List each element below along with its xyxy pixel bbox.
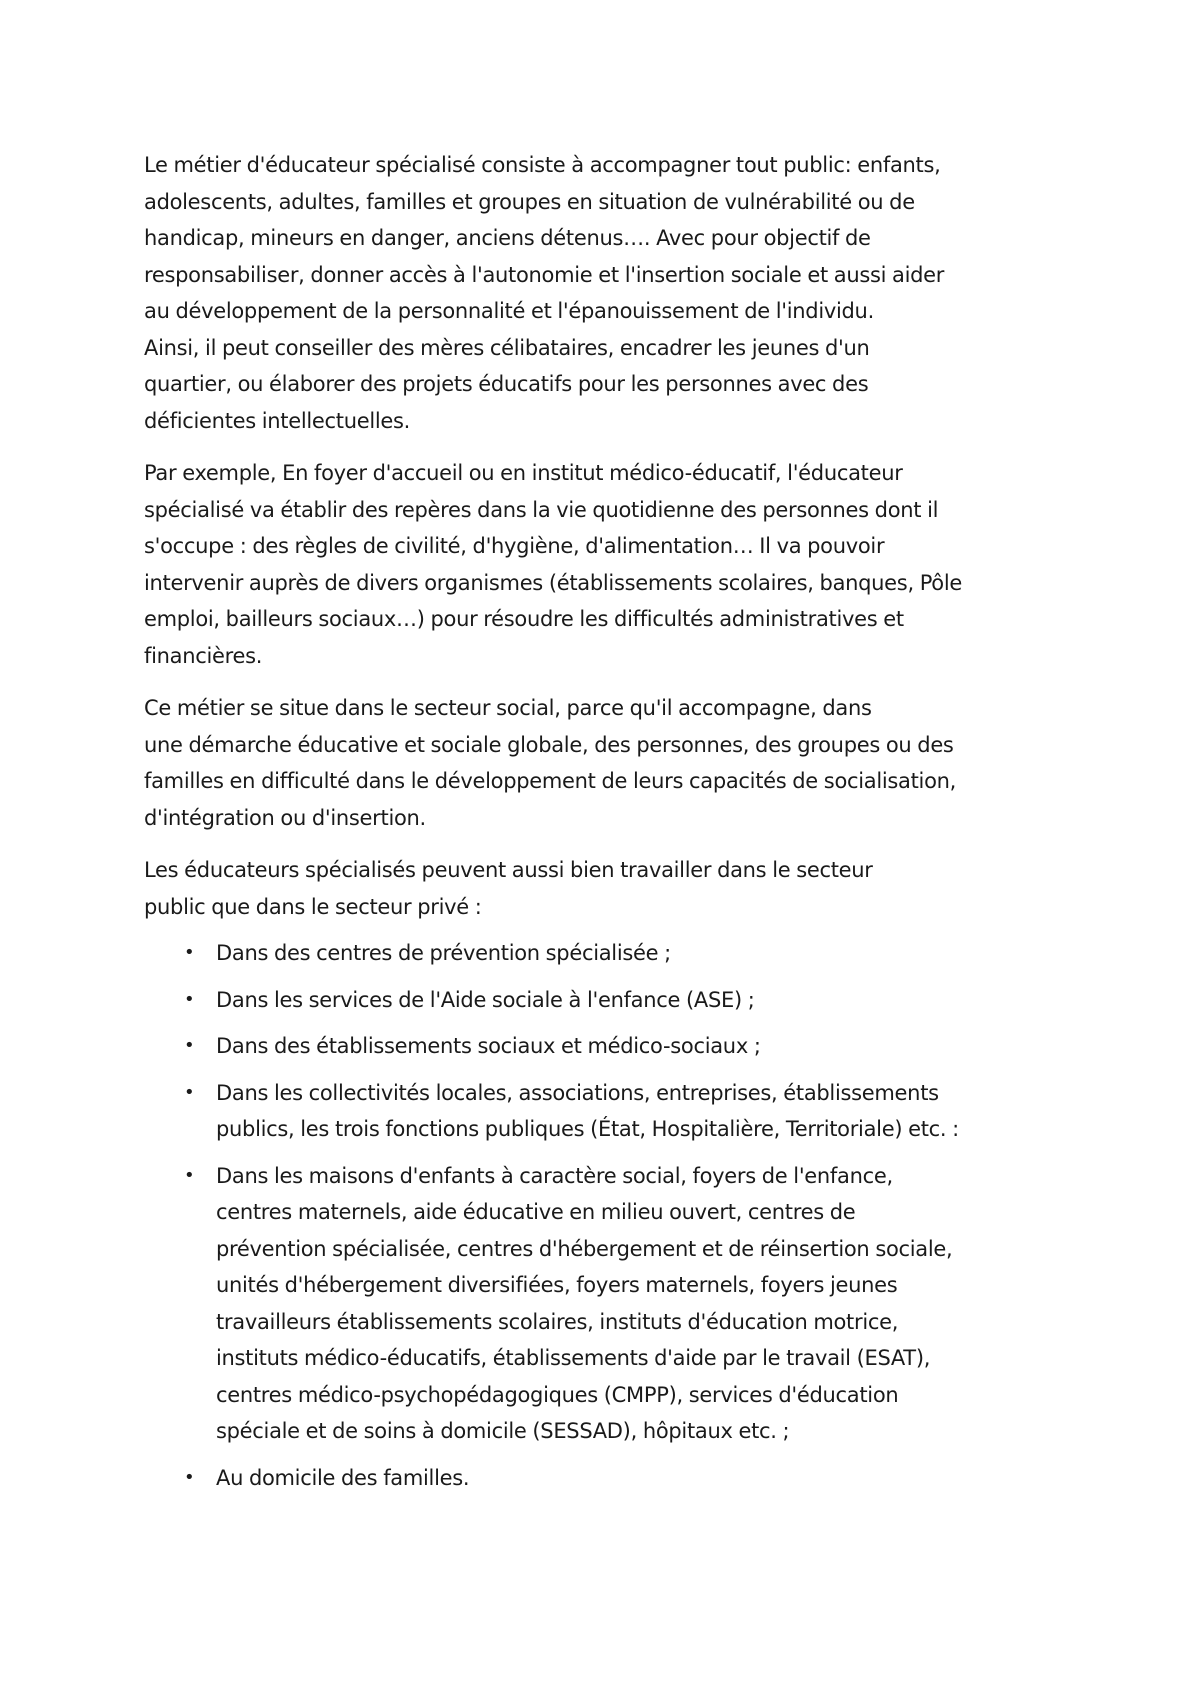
text-line: s'occupe : des règles de civilité, d'hygiène, d'alimentation… Il va pouvoir [144,534,885,558]
text-line: au développement de la personnalité et l'épanouissement de l'individu. [144,299,874,323]
text-line: publics, les trois fonctions publiques (État, Hospitalière, Territoriale) etc. : [216,1117,959,1141]
text-line: emploi, bailleurs sociaux…) pour résoudre les difficultés administratives et [144,607,904,631]
bullet-icon: • [184,1466,195,1488]
text-line: adolescents, adultes, familles et groupes en situation de vulnérabilité ou de [144,189,915,214]
list-item [144,1158,1064,1450]
list-item [144,982,1064,1019]
text-line: centres maternels, aide éducative en milieu ouvert, centres de [216,1200,856,1224]
bullet-icon: • [184,988,195,1010]
text-line: Au domicile des familles. [216,1465,470,1490]
list-item [144,935,1064,972]
bullet-text [216,1028,1064,1065]
text-line: Dans les maisons d'enfants à caractère social, foyers de l'enfance, [216,1163,893,1188]
list-item [144,1075,1064,1148]
text-line: Dans les services de l'Aide sociale à l'enfance (ASE) ; [216,987,755,1012]
bullet-text [216,935,1064,972]
text-line: prévention spécialisée, centres d'hébergement et de réinsertion sociale, [216,1236,953,1261]
text-line: responsabiliser, donner accès à l'autonomie et l'insertion sociale et aussi aider [144,262,945,287]
text-line: instituts médico-éducatifs, établissements d'aide par le travail (ESAT), [216,1346,931,1370]
list-item [144,1028,1064,1065]
bullet-text [216,1460,1064,1497]
text-line: quartier, ou élaborer des projets éducatifs pour les personnes avec des [144,372,869,396]
text-line: Dans des établissements sociaux et médico-sociaux ; [216,1034,761,1058]
text-line: Dans les collectivités locales, associations, entreprises, établissements [216,1080,939,1105]
bullet-text [216,1158,1064,1450]
text-line: travailleurs établissements scolaires, instituts d'éducation motrice, [216,1309,899,1334]
text-line: Ce métier se situe dans le secteur social, parce qu'il accompagne, dans [144,696,872,720]
text-line: centres médico-psychopédagogiques (CMPP), services d'éducation [216,1382,899,1407]
text-line: familles en difficulté dans le développement de leurs capacités de socialisation, [144,769,957,793]
paragraph-intro [144,147,1064,439]
text-line: unités d'hébergement diversifiées, foyers maternels, foyers jeunes [216,1273,898,1297]
text-line: d'intégration ou d'insertion. [144,805,426,830]
list-item [144,1460,1064,1497]
text-line: déficientes intellectuelles. [144,408,411,433]
text-line: Le métier d'éducateur spécialisé consiste à accompagner tout public: enfants, [144,153,941,177]
text-line: spécialisé va établir des repères dans la vie quotidienne des personnes dont il [144,497,939,522]
text-line: intervenir auprès de divers organismes (établissements scolaires, banques, Pôle [144,570,963,595]
text-line: Ainsi, il peut conseiller des mères célibataires, encadrer les jeunes d'un [144,335,870,360]
text-line: spéciale et de soins à domicile (SESSAD), hôpitaux etc. ; [216,1419,790,1443]
text-line: financières. [144,643,263,668]
bullet-icon: • [184,1081,195,1103]
bullet-icon: • [184,1035,195,1056]
bullet-text [216,1075,1064,1148]
text-line: Les éducateurs spécialisés peuvent aussi bien travailler dans le secteur [144,858,873,882]
paragraph-workplaces [144,852,1064,925]
bullet-text [216,982,1064,1019]
bullet-icon: • [184,1164,195,1186]
text-line: Dans des centres de prévention spécialisée ; [216,941,671,965]
text-line: public que dans le secteur privé : [144,894,482,919]
text-line: handicap, mineurs en danger, anciens détenus…. Avec pour objectif de [144,226,871,250]
text-line: une démarche éducative et sociale globale, des personnes, des groupes ou des [144,732,954,757]
paragraph-social-sector [144,690,1064,836]
workplace-bullet-list [144,935,1064,1496]
paragraph-example [144,455,1064,674]
document-body [144,147,1064,1506]
text-line: Par exemple, En foyer d'accueil ou en institut médico-éducatif, l'éducateur [144,461,903,485]
bullet-icon: • [184,942,195,963]
